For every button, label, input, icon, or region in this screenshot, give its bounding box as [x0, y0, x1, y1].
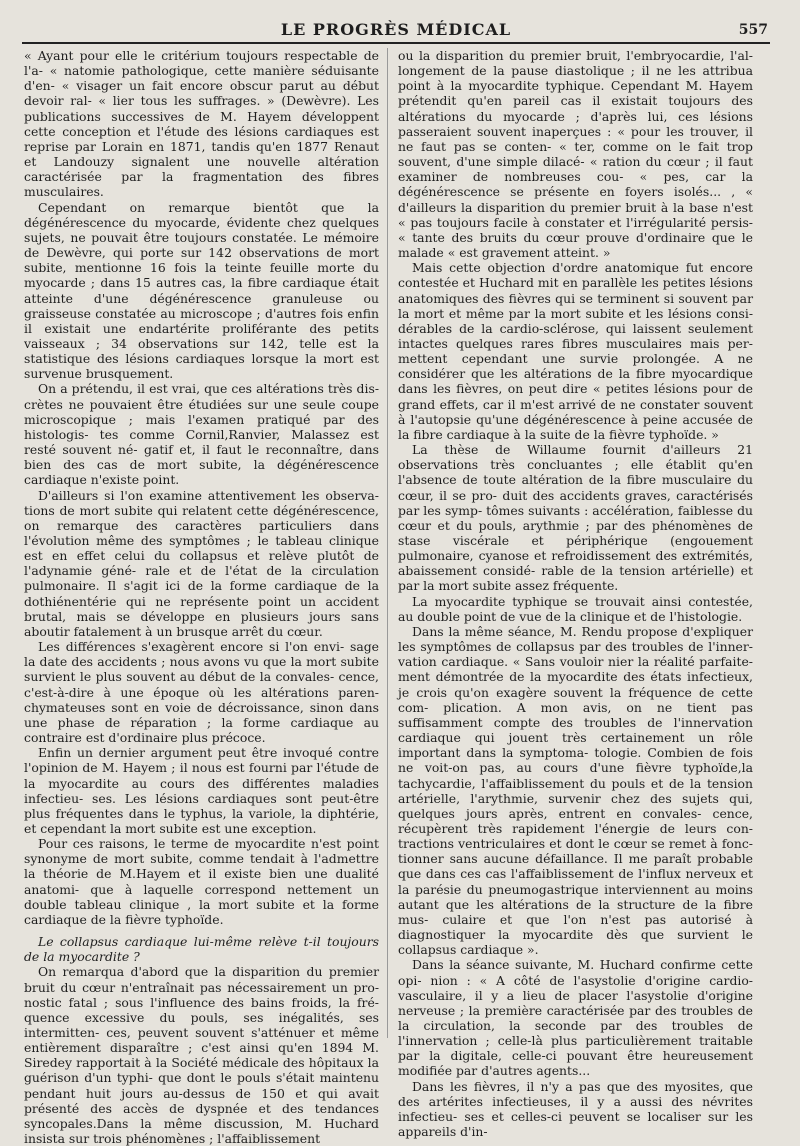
journal-title: LE PROGRÈS MÉDICAL	[280, 20, 512, 39]
paragraph: Cependant on remarque bientôt que la dégénérescence du myocarde, évidente chez quelques sujets, ne pouvait être toujours constatée. Le mémoire de Dewèvre, qui porte sur 142 observations de mort subite, mentionne 16 fois la teinte feuille morte du myocarde ; dans 15 autres cas, la fibre cardiaque était atteinte d'une dégénérescence granuleuse ou graisseuse constatée au microscope ; d'autres fois enfin il existait une endartérite proliférante des petits vaisseaux ; 34 observations sur 142, telle est la statistique des lésions cardiaques lorsque la mort est survenue brusquement.	[24, 199, 379, 382]
paragraph: On a prétendu, il est vrai, que ces altérations très dis- crètes ne pouvaient être étudiées sur une seule coupe microscopique ; mais l'examen pratiqué par des histologis- tes comme Cornil,Ranvier, Malassez est resté souvent né- gatif et, il faut le reconnaître, dans bien des cas de mort subite, la dégénérescence cardiaque n'existe point.	[24, 381, 379, 488]
paragraph: « Ayant pour elle le critérium toujours respectable de l'a- « natomie pathologique, cette manière séduisante d'en- « visager un fait encore obscur parut au début devoir ral- « lier tous les suffrages. » (Dewèvre). Les publications successives de M. Hayem développent cette conception et l'étude des lésions cardiaques est reprise par Lorain en 1871, tandis qu'en 1877 Renaut et Landouzy signalent une nouvelle altération caractérisée par la fragmentation des fibres musculaires.	[24, 48, 379, 200]
paragraph: Pour ces raisons, le terme de myocardite n'est point synonyme de mort subite, comme tendait à l'admettre la théorie de M.Hayem et il existe bien une dualité anatomi- que à laquelle correspond nettement un double tableau clinique , la mort subite et la forme cardiaque de la fièvre typhoïde.	[24, 836, 379, 927]
paragraph: Les différences s'exagèrent encore si l'on envi- sage la date des accidents ; nous avons vu que la mort subite survient le plus souvent au début de la convales- cence, c'est-à-dire à une époque où les altérations paren- chymateuses sont en voie de décroissance, sinon dans une phase de réparation ; la forme cardiaque au contraire est d'ordinaire plus précoce.	[24, 639, 379, 746]
paragraph: La thèse de Willaume fournit d'ailleurs 21 observations très concluantes ; elle établit qu'en l'absence de toute altération de la fibre musculaire du cœur, il se pro- duit des accidents graves, caractérisés par les symp- tômes suivants : accélération, faiblesse du cœur et du pouls, arythmie ; par des phénomènes de stase viscérale et périphérique (engouement pulmonaire, cyanose et refroidissement des extrémités, abaissement considé- rable de la tension artérielle) et par la mort subite assez fréquente.	[398, 442, 753, 594]
paragraph: La myocardite typhique se trouvait ainsi contestée, au double point de vue de la clinique et de l'histologie.	[398, 593, 753, 624]
paragraph: Dans la séance suivante, M. Huchard confirme cette opi- nion : « A côté de l'asystolie d'origine cardio-vasculaire, il y a lieu de placer l'asystolie d'origine nerveuse ; la première caractérisée par des troubles de la circulation, la seconde par des troubles de l'innervation ; celle-là plus particulièrement traitable par la digitale, celle-ci pouvant être heureusement modifiée par d'autres agents...	[398, 957, 753, 1079]
paragraph: Mais cette objection d'ordre anatomique fut encore contestée et Huchard mit en parallèle les petites lésions anatomiques des fièvres qui se terminent si souvent par la mort et même par la mort subite et les lésions consi- dérables de la cardio-sclérose, qui laissent seulement intactes quelques rares fibres musculaires mais per- mettent cependant une survie prolongée. A ne considérer que les altérations de la fibre myocardique dans les fièvres, on peut dire « petites lésions pour de grand effets, car il m'est arrivé de ne constater souvent à l'autopsie qu'une dégénérescence à peine accusée de la fibre cardiaque à la suite de la fièvre typhoïde. »	[398, 260, 753, 442]
section-question: Le collapsus cardiaque lui-même relève t-il toujours de la myocardite ?	[24, 934, 379, 965]
left-column	[24, 48, 379, 1146]
page-header	[22, 14, 770, 44]
paragraph: On remarqua d'abord que la disparition du premier bruit du cœur n'entraînait pas nécessairement un pro- nostic fatal ; sous l'influence des bains froids, la fré- quence excessive du pouls, ses inégalités, ses intermitten- ces, peuvent souvent s'atténuer et même entièrement disparaître ; c'est ainsi qu'en 1894 M. Siredey rapportait à la Société médicale des hôpitaux la guérison d'un typhi- que dont le pouls s'était maintenu pendant huit jours au-dessus de 150 et qui avait présenté des accès de dyspnée et des tendances syncopales.Dans la même discussion, M. Huchard insista sur trois phénomènes ; l'affaiblissement	[24, 964, 379, 1146]
column-divider	[387, 48, 388, 1038]
right-column	[398, 48, 753, 1140]
paragraph: Enfin un dernier argument peut être invoqué contre l'opinion de M. Hayem ; il nous est fourni par l'étude de la myocardite au cours des différentes maladies infectieu- ses. Les lésions cardiaques sont peut-être plus fréquentes dans le typhus, la variole, la diphtérie, et cependant la mort subite est une exception.	[24, 745, 379, 836]
paragraph: Dans la même séance, M. Rendu propose d'expliquer les symptômes de collapsus par des troubles de l'inner- vation cardiaque. « Sans vouloir nier la réalité parfaite- ment démontrée de la myocardite des états infectieux, je crois qu'on exagère souvent la fréquence de cette com- plication. A mon avis, on ne tient pas suffisamment compte des troubles de l'innervation cardiaque qui jouent très certainement un rôle important dans la symptoma- tologie. Combien de fois ne voit-on pas, au cours d'une fièvre typhoïde,la tachycardie, l'affaiblissement du pouls et de la tension artérielle, l'arythmie, survenir chez des sujets qui, quelques jours après, entrent en convales- cence, récupèrent très rapidement l'énergie de leurs con- tractions ventriculaires et dont le cœur se remet à fonc- tionner sans aucune défaillance. Il me paraît probable que dans ces cas l'affaiblissement de l'influx nerveux et la parésie du pneumogastrique interviennent au moins autant que les altérations de la structure de la fibre mus- culaire et que l'on n'est pas autorisé à diagnostiquer la myocardite dès que survient le collapsus cardiaque ».	[398, 623, 753, 958]
paragraph: D'ailleurs si l'on examine attentivement les observa- tions de mort subite qui relatent cette dégénérescence, on remarque des caractères particuliers dans l'évolution même des symptômes ; le tableau clinique est en effet celui du collapsus et relève plutôt de l'adynamie géné- rale et de l'état de la circulation pulmonaire. Il s'agit ici de la forme cardiaque de la dothiénentérie qui ne représente point un accident brutal, mais se développe en plusieurs jours sans aboutir fatalement à un brusque arrêt du cœur.	[24, 487, 379, 639]
page-number: 557	[738, 22, 768, 38]
paragraph: ou la disparition du premier bruit, l'embryocardie, l'al- longement de la pause diastolique ; il ne les attribua point à la myocardite typhique. Cependant M. Hayem prétendit qu'en pareil cas il existait toujours des altérations du myocarde ; d'après lui, ces lésions passeraient souvent inaperçues : « pour les trouver, il ne faut pas se conten- « ter, comme on le fait trop souvent, d'une simple dilacé- « ration du cœur ; il faut examiner de nombreuses cou- « pes, car la dégénérescence se présente en foyers isolés... , « d'ailleurs la disparition du premier bruit à la base n'est « pas toujours facile à constater et l'irrégularité persis- « tante des bruits du cœur prouve d'ordinaire que le malade « est gravement atteint. »	[398, 48, 753, 261]
paragraph: Dans les fièvres, il n'y a pas que des myosites, que des artérites infectieuses, il y a aussi des névrites infectieu- ses et celles-ci peuvent se localiser sur les appareils d'in-	[398, 1078, 753, 1140]
